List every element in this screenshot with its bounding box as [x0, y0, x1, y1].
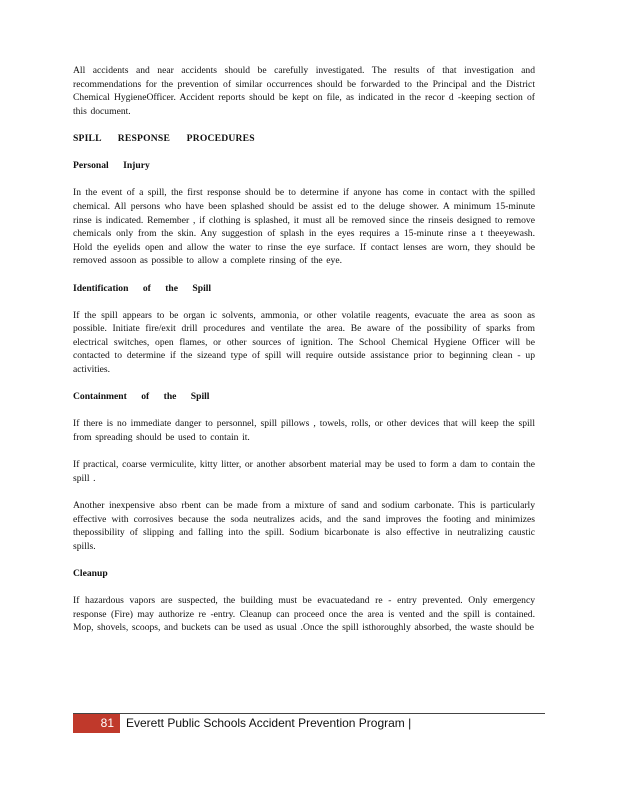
heading-containment: Containment of the Spill [73, 391, 210, 403]
intro-paragraph: All accidents and near accidents should be carefully investigated. The results of that investigation and recommendations for the prevention of similar occurrences should be forwarded to the Principal and the District Chemical HygieneOfficer. Accident reports should be kept on file, as indicated in the recor d -keeping section of this document. [73, 65, 535, 117]
page-number: 81 [73, 714, 120, 733]
paragraph-personal-injury: In the event of a spill, the first response should be to determine if anyone has come in contact with the spilled chemical. All persons who have been splashed should be assist ed to the deluge shower. A minimum 15-minute rinse is indicated. Remember , if clothing is splashed, it must all be removed since the rinseis designed to remove chemicals only from the skin. Any suggestion of splash in the eyes requires a 15-minute rinse a t theeyewash. Hold the eyelids open and allow the water to rinse the eye surface. If contact lenses are worn, they should be removed assoon as possible to allow a complete rinsing of the eye. [73, 187, 535, 267]
heading-identification: Identification of the Spill [73, 282, 212, 294]
paragraph-containment-1: If there is no immediate danger to personnel, spill pillows , towels, rolls, or other devices that will keep the spill from spreading should be used to contain it. [73, 418, 535, 444]
paragraph-cleanup: If hazardous vapors are suspected, the building must be evacuatedand re - entry prevented. Only emergency response (Fire) may authorize re -entry. Cleanup can proceed once the area is vented and the spill is contained. Mop, shovels, scoops, and buckets can be used as usual .Once the spill isthoroughly absorbed, the waste should be [73, 595, 535, 634]
section-title: SPILL RESPONSE PROCEDURES [73, 132, 255, 144]
paragraph-identification: If the spill appears to be organ ic solvents, ammonia, or other volatile reagents, evacuate the area as soon as possible. Initiate fire/exit drill procedures and ventilate the area. Be aware of the possibility of sparks from electrical switches, open flames, or other sources of ignition. The School Chemical Hygiene Officer will be contacted to determine if the sizeand type of spill will require outside assistance prior to beginning clean - up activities. [73, 309, 535, 376]
paragraph-containment-2: If practical, coarse vermiculite, kitty litter, or another absorbent material may be used to form a dam to contain the spill . [73, 459, 535, 484]
paragraph-containment-3: Another inexpensive abso rbent can be made from a mixture of sand and sodium carbonate. This is particularly effective with corrosives because the soda neutralizes acids, and the sand improves the footing and minimizes thepossibility of slipping and falling into the spill. Sodium bicarbonate is also effective in neutralizing caustic spills. [73, 500, 535, 552]
footer-title: Everett Public Schools Accident Prevention Program | [126, 716, 412, 730]
page-content [73, 64, 535, 649]
heading-cleanup: Cleanup [73, 567, 108, 579]
heading-personal-injury: Personal Injury [73, 160, 150, 172]
